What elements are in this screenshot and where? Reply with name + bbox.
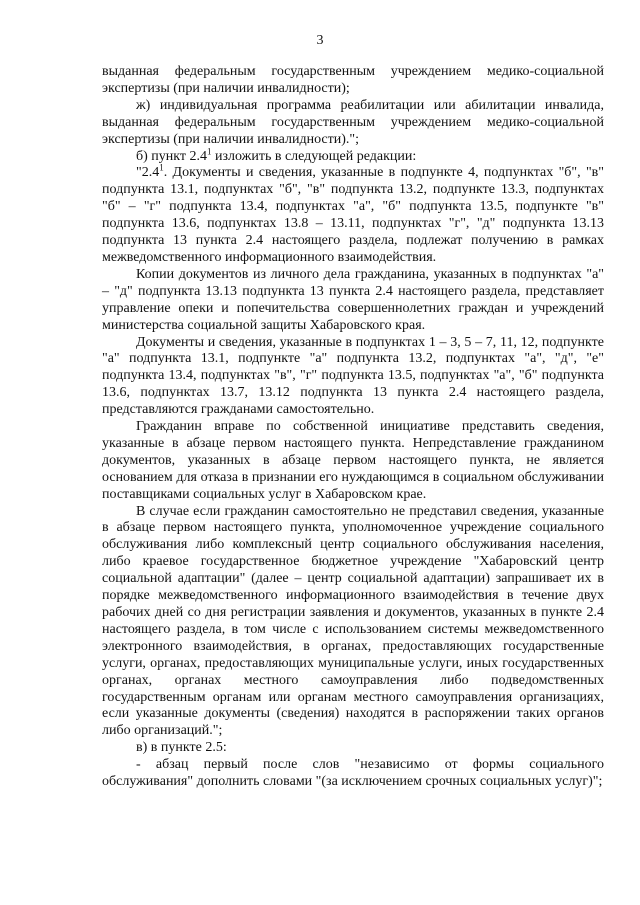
clause-text: . Документы и сведения, указанные в подпункте 4, подпунктах "б", "в" подпункта 13.1, подпунктах "б", "в" подпункта 13.2, подпункте 13.3, подпунктах "б" – "г" подпункта 13.4, подпунктах "а", "б" подпункта 13.5, подпункте "в" подпункта 13.6, подпунктах 13.8 – 13.11, подпунктах "г", "д" подпункта 13.13 подпункта 13 пункта 2.4 настоящего раздела, подлежат получению в рамках межведомственного информационного взаимодействия. bbox=[102, 165, 604, 265]
document-body bbox=[102, 64, 604, 791]
paragraph-interagency-request: В случае если гражданин самостоятельно не представил сведения, указанные в абзаце первом настоящего пункта, уполномоченное учреждение социального обслуживания либо комплексный центр социального обслуживания населения, либо краевое государственное бюджетное учреждение "Хабаровский центр социальной адаптации" (далее – центр социальной адаптации) запрашивает их в порядке межведомственного информационного взаимодействия в течение двух рабочих дней со дня регистрации заявления и документов, указанных в пункте 2.4 настоящего раздела, в том числе с использованием системы межведомственного электронного взаимодействия, в органах, предоставляющих государственные услуги, органах, предоставляющих муниципальные услуги, иных государственных органах, органах местного самоуправления либо подведомственных государственным органам или органам местного самоуправления организациях, если указанные документы (сведения) находятся в распоряжении таких органов либо организаций."; bbox=[102, 503, 604, 739]
page-number: 3 bbox=[316, 33, 324, 48]
paragraph-item-b bbox=[102, 145, 604, 166]
paragraph-item-b-text: б) пункт 2.4 bbox=[136, 148, 208, 164]
paragraph-copies: Копии документов из личного дела гражданина, указанных в подпунктах "а" – "д" подпункта 13.13 подпункта 13 пункта 2.4 настоящего раздела, представляет управление опеки и попечительства совершеннолетних граждан и учреждений министерства социальной защиты Хабаровского края. bbox=[102, 266, 604, 333]
paragraph-continuation: выданная федеральным государственным учреждением медико-социальной экспертизы (при наличии инвалидности); bbox=[102, 64, 604, 96]
superscript-one: 1 bbox=[159, 162, 164, 173]
paragraph-item-v: в) в пункте 2.5: bbox=[136, 740, 227, 756]
paragraph-own-initiative: Гражданин вправе по собственной инициативе представить сведения, указанные в абзаце первом настоящего пункта. Непредставление гражданином документов, указанных в абзаце первом настоящего пункта, не является основанием для отказа в признании его нуждающимся в социальном обслуживании поставщиками социальных услуг в Хабаровском крае. bbox=[102, 419, 604, 502]
superscript-one: 1 bbox=[207, 145, 212, 156]
paragraph-item-b-text-end: изложить в следующей редакции: bbox=[211, 148, 417, 164]
clause-number: "2.4 bbox=[136, 165, 160, 181]
paragraph-item-zh: ж) индивидуальная программа реабилитации или абилитации инвалида, выданная федеральным государственным учреждением медико-социальной экспертизы (при наличии инвалидности)."; bbox=[102, 97, 604, 147]
paragraph-clause-2-4-1 bbox=[102, 162, 604, 266]
paragraph-self-submitted: Документы и сведения, указанные в подпунктах 1 – 3, 5 – 7, 11, 12, подпункте "а" подпункта 13.1, подпункте "а" подпункта 13.2, подпунктах "а", "д", "е" подпункта 13.4, подпунктах "в", "г" подпункта 13.5, подпунктах "а", "б" подпункта 13.6, подпунктах 13.7, 13.12 подпункта 13 пункта 2.4 настоящего раздела, представляются гражданами самостоятельно. bbox=[102, 334, 604, 418]
paragraph-amendment: - абзац первый после слов "независимо от формы социального обслуживания" дополнить словами "(за исключением срочных социальных услуг)"; bbox=[102, 757, 604, 790]
